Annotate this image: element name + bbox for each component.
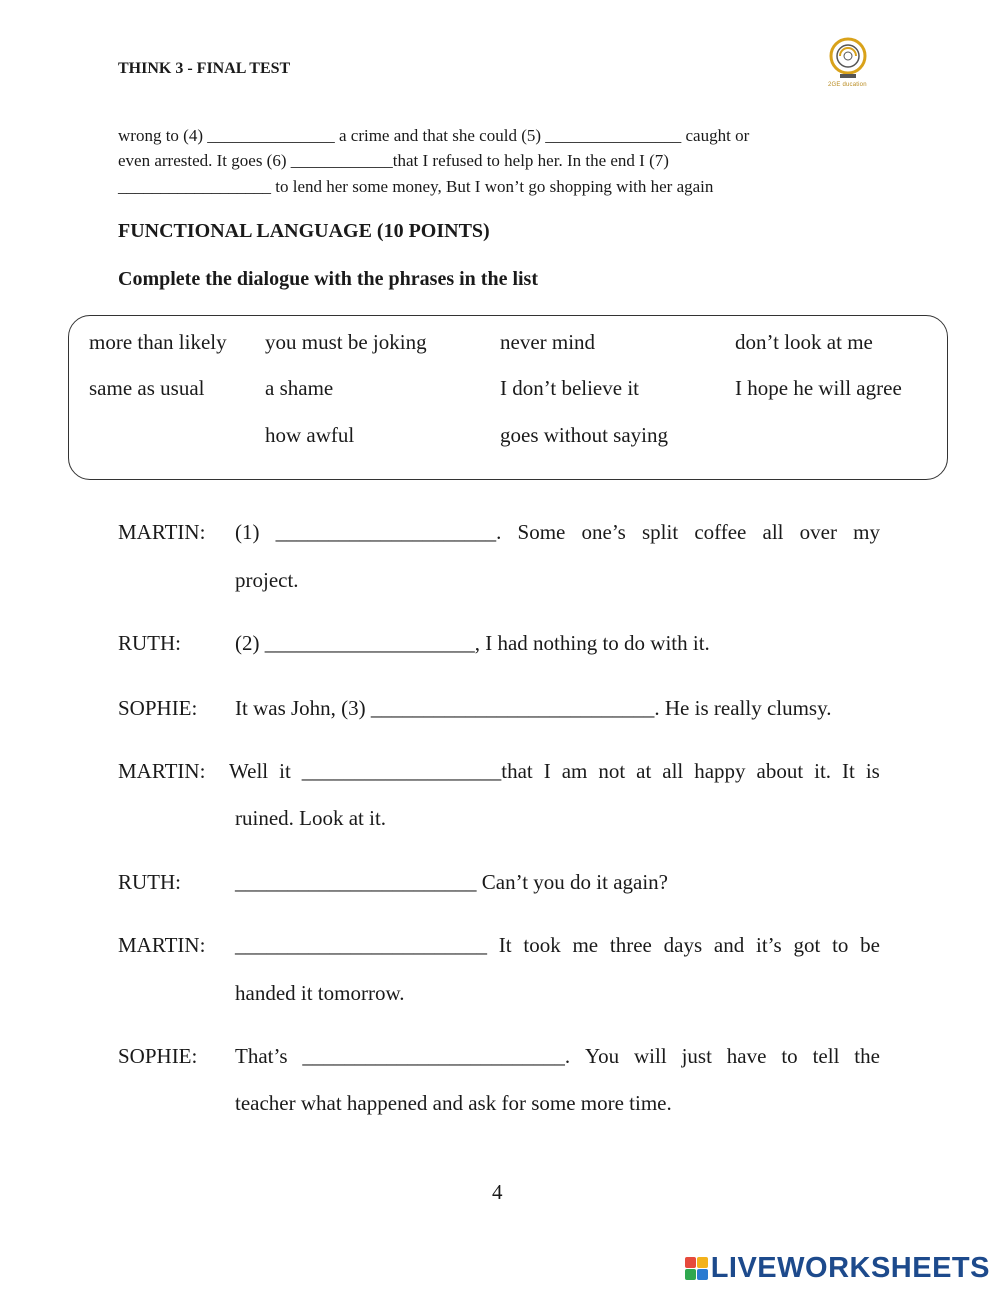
word: about — [756, 759, 804, 783]
word: be — [860, 933, 880, 957]
word: me — [572, 933, 599, 957]
liveworksheets-icon — [685, 1257, 708, 1280]
speaker-label: SOPHIE: — [118, 1044, 198, 1068]
word: have — [726, 1044, 767, 1068]
dialogue-line-continued: teacher what happened and ask for some more time. — [235, 1091, 672, 1115]
word: my — [853, 520, 880, 544]
speaker-label: MARTIN: — [118, 520, 206, 544]
phrase-item: you must be joking — [265, 330, 427, 354]
word: the — [854, 1044, 880, 1068]
dialogue-line — [235, 933, 880, 958]
speaker-label: RUTH: — [118, 870, 181, 894]
speaker-label: RUTH: — [118, 631, 181, 655]
phrase-item: more than likely — [89, 330, 227, 354]
phrase-item: same as usual — [89, 376, 205, 400]
word: Well — [229, 759, 269, 783]
word: _____________________. — [275, 520, 502, 544]
phrase-item: how awful — [265, 423, 355, 447]
section-instruction: Complete the dialogue with the phrases in the list — [118, 268, 538, 290]
section-title: FUNCTIONAL LANGUAGE (10 POINTS) — [118, 220, 490, 242]
word: I — [543, 759, 551, 783]
word: one’s — [581, 520, 626, 544]
word: ________________________ — [235, 933, 487, 957]
word: to — [832, 933, 849, 957]
text-line: __________________ to lend her some money, But I won’t go shopping with her again — [118, 177, 714, 196]
word: is — [865, 759, 880, 783]
dialogue-line-continued: project. — [235, 568, 299, 592]
speaker-label: SOPHIE: — [118, 696, 198, 720]
word: coffee — [694, 520, 747, 544]
word: to — [781, 1044, 798, 1068]
text-line: even arrested. It goes (6) ____________that I refused to help her. In the end I (7) — [118, 151, 669, 170]
word: (1) — [235, 520, 260, 544]
word: You — [585, 1044, 620, 1068]
worksheet-title: THINK 3 - FINAL TEST — [118, 60, 291, 77]
word: and — [713, 933, 745, 957]
dialogue-line — [229, 759, 880, 784]
word: three — [609, 933, 652, 957]
word: ___________________that — [301, 759, 533, 783]
word: That’s — [235, 1044, 288, 1068]
word: happy — [694, 759, 746, 783]
phrase-item: I don’t believe it — [500, 376, 639, 400]
liveworksheets-logo — [685, 1252, 990, 1285]
word: all — [662, 759, 684, 783]
dialogue-line: (2) ____________________, I had nothing to do with it. — [235, 631, 710, 655]
globe-logo-icon — [826, 36, 876, 82]
word: over — [799, 520, 837, 544]
word: split — [641, 520, 679, 544]
word: took — [523, 933, 561, 957]
phrase-item: goes without saying — [500, 423, 668, 447]
dialogue-line: _______________________ Can’t you do it again? — [235, 870, 668, 894]
phrase-item: I hope he will agree — [735, 376, 902, 400]
word: just — [681, 1044, 712, 1068]
dialogue-line — [235, 1044, 880, 1069]
word: am — [561, 759, 588, 783]
word: Some — [517, 520, 566, 544]
speaker-label: MARTIN: — [118, 933, 206, 957]
word: it. — [814, 759, 832, 783]
word: It — [842, 759, 855, 783]
phrase-item: a shame — [265, 376, 334, 400]
word: days — [663, 933, 703, 957]
word: It — [498, 933, 512, 957]
phrase-item: never mind — [500, 330, 596, 354]
page-number: 4 — [492, 1180, 503, 1204]
speaker-label: MARTIN: — [118, 759, 206, 783]
liveworksheets-text: LIVEWORKSHEETS — [710, 1252, 990, 1284]
word: not — [598, 759, 626, 783]
phrase-item: don’t look at me — [735, 330, 873, 354]
dialogue-line-continued: handed it tomorrow. — [235, 981, 405, 1005]
word: all — [762, 520, 784, 544]
dialogue-line-continued: ruined. Look at it. — [235, 806, 387, 830]
word: got — [793, 933, 821, 957]
school-logo — [826, 36, 876, 92]
word: it — [279, 759, 291, 783]
dialogue-line — [235, 520, 880, 545]
word: it’s — [756, 933, 782, 957]
word: tell — [812, 1044, 840, 1068]
word: _________________________. — [302, 1044, 571, 1068]
word: at — [636, 759, 652, 783]
text-line: wrong to (4) _______________ a crime and that she could (5) ________________ caught or — [118, 126, 750, 145]
logo-caption: 2GE ducation — [828, 82, 867, 88]
word: will — [634, 1044, 667, 1068]
dialogue-line: It was John, (3) ___________________________. He is really clumsy. — [235, 696, 832, 720]
